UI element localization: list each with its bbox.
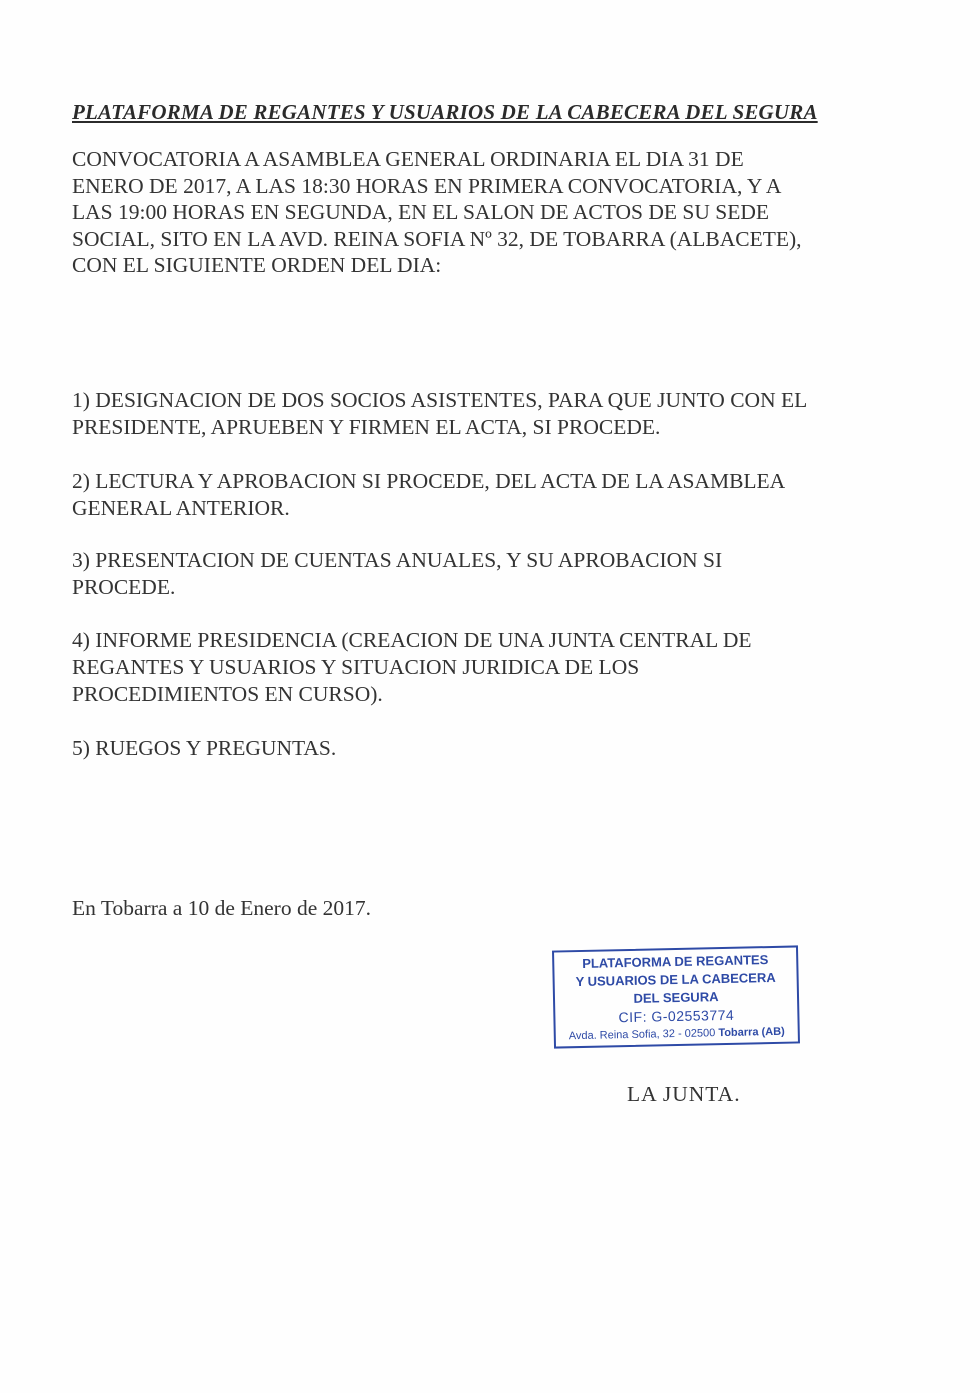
agenda-line: 5) RUEGOS Y PREGUNTAS. — [72, 736, 337, 760]
agenda-item-4 — [72, 627, 892, 708]
agenda-item-5 — [72, 735, 892, 762]
intro-line: CON EL SIGUIENTE ORDEN DEL DIA: — [72, 253, 442, 277]
agenda-line: GENERAL ANTERIOR. — [72, 496, 290, 520]
agenda-line: PROCEDIMIENTOS EN CURSO). — [72, 682, 383, 706]
document-heading: PLATAFORMA DE REGANTES Y USUARIOS DE LA CABECERA DEL SEGURA — [72, 100, 818, 124]
stamp-line: Y USUARIOS DE LA CABECERA — [575, 969, 776, 990]
organization-stamp — [552, 945, 800, 1048]
convocation-paragraph — [72, 146, 892, 279]
stamp-address — [556, 1022, 798, 1045]
agenda-line: 3) PRESENTACION DE CUENTAS ANUALES, Y SU APROBACION SI — [72, 548, 723, 572]
agenda-line: REGANTES Y USUARIOS Y SITUACION JURIDICA DE LOS — [72, 655, 640, 679]
signature-line: LA JUNTA. — [627, 1082, 741, 1106]
intro-line: CONVOCATORIA A ASAMBLEA GENERAL ORDINARIA EL DIA 31 DE — [72, 147, 744, 171]
stamp-cif: CIF: G-02553774 — [618, 1006, 735, 1026]
agenda-line: 4) INFORME PRESIDENCIA (CREACION DE UNA JUNTA CENTRAL DE — [72, 628, 752, 652]
agenda-line: PROCEDE. — [72, 575, 176, 599]
stamp-line: DEL SEGURA — [633, 989, 719, 1006]
agenda-line: PRESIDENTE, APRUEBEN Y FIRMEN EL ACTA, SI PROCEDE. — [72, 415, 661, 439]
intro-line: SOCIAL, SITO EN LA AVD. REINA SOFIA Nº 32, DE TOBARRA (ALBACETE), — [72, 226, 802, 251]
agenda-item-2 — [72, 468, 892, 522]
agenda-item-1 — [72, 387, 892, 441]
date-line: En Tobarra a 10 de Enero de 2017. — [72, 896, 371, 920]
intro-line: ENERO DE 2017, A LAS 18:30 HORAS EN PRIMERA CONVOCATORIA, Y A — [72, 173, 782, 198]
stamp-street: Avda. Reina Sofia, 32 - 02500 — [568, 1027, 716, 1043]
stamp-town: Tobarra (AB) — [718, 1025, 785, 1040]
agenda-line: 1) DESIGNACION DE DOS SOCIOS ASISTENTES, PARA QUE JUNTO CON EL — [72, 388, 808, 412]
intro-line: LAS 19:00 HORAS EN SEGUNDA, EN EL SALON DE ACTOS DE SU SEDE — [72, 200, 769, 224]
agenda-line: 2) LECTURA Y APROBACION SI PROCEDE, DEL ACTA DE LA ASAMBLEA — [72, 469, 786, 493]
stamp-line: PLATAFORMA DE REGANTES — [582, 952, 769, 971]
agenda-item-3 — [72, 547, 892, 601]
